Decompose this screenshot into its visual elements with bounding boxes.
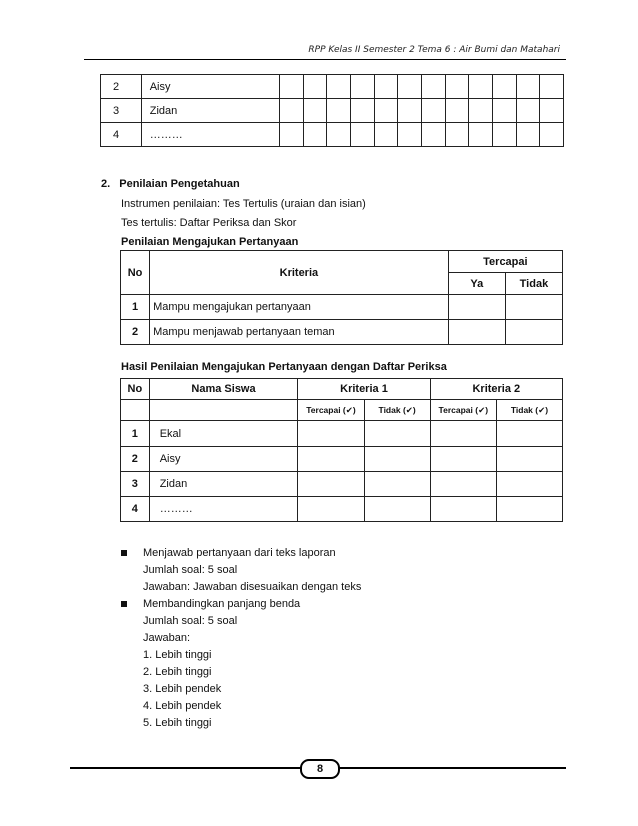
col-tercapai: Tercapai	[448, 251, 562, 273]
student-checklist-table-continued	[100, 74, 564, 147]
student-name: Aisy	[141, 75, 279, 99]
col-tidak: Tidak	[505, 273, 562, 295]
table-row	[121, 421, 563, 447]
col-kriteria-2: Kriteria 2	[430, 379, 562, 400]
sub-tercapai-2: Tercapai (✔)	[430, 400, 496, 421]
row-number: 2	[101, 75, 142, 99]
page-footer	[70, 758, 566, 778]
page-number: 8	[300, 759, 340, 779]
row-number: 1	[121, 421, 150, 447]
row-number: 3	[121, 472, 150, 497]
square-bullet-icon	[121, 550, 127, 556]
table-row	[121, 320, 563, 345]
table-row	[121, 447, 563, 472]
student-name: Zidan	[149, 472, 298, 497]
table-row	[121, 295, 563, 320]
criterion-text: Mampu menjawab pertanyaan teman	[150, 320, 449, 345]
test-line: Tes tertulis: Daftar Periksa dan Skor	[121, 217, 297, 229]
square-bullet-icon	[121, 601, 127, 607]
results-checklist-table	[120, 378, 563, 522]
answer-note: Jawaban: Jawaban disesuaikan dengan teks	[143, 581, 362, 593]
instrument-line: Instrumen penilaian: Tes Tertulis (uraian dan isian)	[121, 198, 366, 210]
row-number: 4	[101, 123, 142, 147]
sub-tidak-2: Tidak (✔)	[496, 400, 562, 421]
student-name: Aisy	[149, 447, 298, 472]
header-rule	[84, 59, 566, 60]
answer-item: 5. Lebih tinggi	[143, 717, 212, 729]
answer-item: 1. Lebih tinggi	[143, 649, 212, 661]
answer-item: 3. Lebih pendek	[143, 683, 222, 695]
sub-tidak-1: Tidak (✔)	[364, 400, 430, 421]
bullet-item	[121, 596, 361, 613]
table-row	[101, 99, 564, 123]
student-name: Ekal	[149, 421, 298, 447]
col-no: No	[121, 251, 150, 295]
student-name: ………	[141, 123, 279, 147]
question-count: Jumlah soal: 5 soal	[143, 564, 238, 576]
table-row	[101, 75, 564, 99]
criterion-text: Mampu mengajukan pertanyaan	[150, 295, 449, 320]
answer-item: 4. Lebih pendek	[143, 700, 222, 712]
footer-rule-right	[336, 767, 566, 769]
subsection-title: Penilaian Mengajukan Pertanyaan	[121, 236, 299, 248]
row-number: 4	[121, 497, 150, 522]
student-name: Zidan	[141, 99, 279, 123]
section-title: Penilaian Pengetahuan	[119, 178, 240, 190]
answer-label: Jawaban:	[143, 632, 191, 644]
section-intro	[121, 197, 366, 250]
sub-tercapai-1: Tercapai (✔)	[298, 400, 364, 421]
col-no: No	[121, 379, 150, 400]
col-ya: Ya	[448, 273, 505, 295]
section-number: 2.	[101, 178, 111, 190]
question-details	[121, 545, 361, 732]
col-kriteria-1: Kriteria 1	[298, 379, 430, 400]
answer-item: 2. Lebih tinggi	[143, 666, 212, 678]
bullet-text: Menjawab pertanyaan dari teks laporan	[143, 547, 336, 559]
bullet-text: Membandingkan panjang benda	[143, 598, 301, 610]
question-count: Jumlah soal: 5 soal	[143, 615, 238, 627]
table-row	[121, 497, 563, 522]
row-number: 2	[121, 447, 150, 472]
criteria-table	[120, 250, 563, 345]
table-row	[101, 123, 564, 147]
table-row	[121, 472, 563, 497]
col-kriteria: Kriteria	[150, 251, 449, 295]
running-header: RPP Kelas II Semester 2 Tema 6 : Air Bumi dan Matahari	[308, 45, 560, 55]
bullet-item	[121, 545, 361, 562]
section-heading	[101, 178, 240, 190]
results-title: Hasil Penilaian Mengajukan Pertanyaan dengan Daftar Periksa	[121, 361, 447, 373]
student-name: ………	[149, 497, 298, 522]
footer-rule-left	[70, 767, 302, 769]
row-number: 2	[121, 320, 150, 345]
row-number: 1	[121, 295, 150, 320]
row-number: 3	[101, 99, 142, 123]
col-nama-siswa: Nama Siswa	[149, 379, 298, 400]
